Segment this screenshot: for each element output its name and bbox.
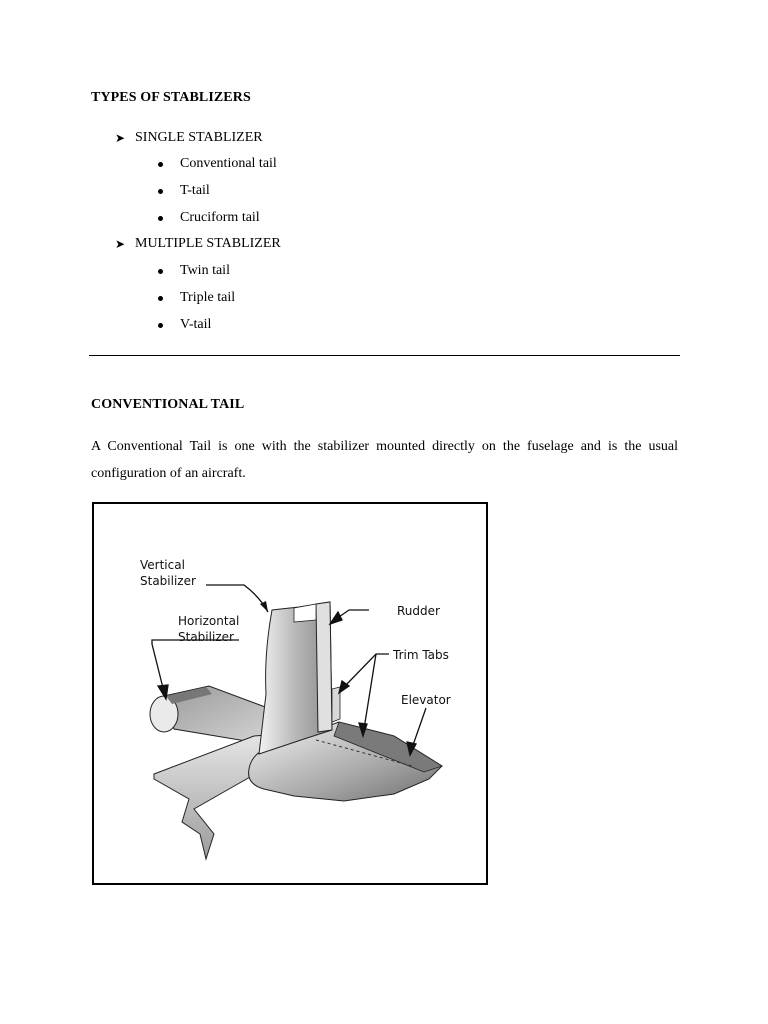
list-item: [158, 183, 210, 199]
conventional-tail-description: A Conventional Tail is one with the stabilizer mounted directly on the fuselage and is the usual configuration of an aircraft.: [91, 439, 678, 481]
list-item: [158, 263, 230, 279]
label-vertical-2: Stabilizer: [140, 574, 196, 588]
list-item: [158, 290, 235, 306]
list-item-label: Triple tail: [180, 290, 236, 305]
conventional-tail-heading: CONVENTIONAL TAIL: [91, 397, 245, 412]
label-rudder: Rudder: [397, 604, 440, 618]
label-vertical-1: Vertical: [140, 558, 185, 572]
label-trim-tabs: Trim Tabs: [393, 648, 449, 662]
types-heading: TYPES OF STABLIZERS: [91, 90, 251, 105]
list-item-label: Conventional tail: [180, 156, 277, 171]
list-item-label: Twin tail: [180, 263, 230, 278]
conventional-tail-diagram: [92, 502, 488, 885]
arrow-bullet-icon: ➤: [115, 237, 126, 251]
label-horizontal-1: Horizontal: [178, 614, 240, 628]
group-title-label: MULTIPLE STABLIZER: [135, 236, 281, 251]
list-item-label: V-tail: [180, 317, 212, 332]
list-item-label: Cruciform tail: [180, 210, 260, 225]
tail-illustration: [94, 504, 486, 883]
list-item-label: T-tail: [180, 183, 210, 198]
bullet-icon: [158, 323, 163, 328]
group-title-multiple: [115, 236, 281, 252]
arrow-bullet-icon: ➤: [115, 131, 126, 145]
list-item: [158, 156, 277, 172]
bullet-icon: [158, 162, 163, 167]
group-title-single: [115, 130, 263, 146]
bullet-icon: [158, 269, 163, 274]
horizontal-divider: [89, 355, 680, 356]
bullet-icon: [158, 189, 163, 194]
label-horizontal-2: Stabilizer: [178, 630, 234, 644]
group-title-label: SINGLE STABLIZER: [135, 130, 263, 145]
label-elevator: Elevator: [401, 693, 451, 707]
list-item: [158, 210, 260, 226]
vertical-stabilizer: [259, 602, 340, 754]
bullet-icon: [158, 216, 163, 221]
bullet-icon: [158, 296, 163, 301]
list-item: [158, 317, 211, 333]
